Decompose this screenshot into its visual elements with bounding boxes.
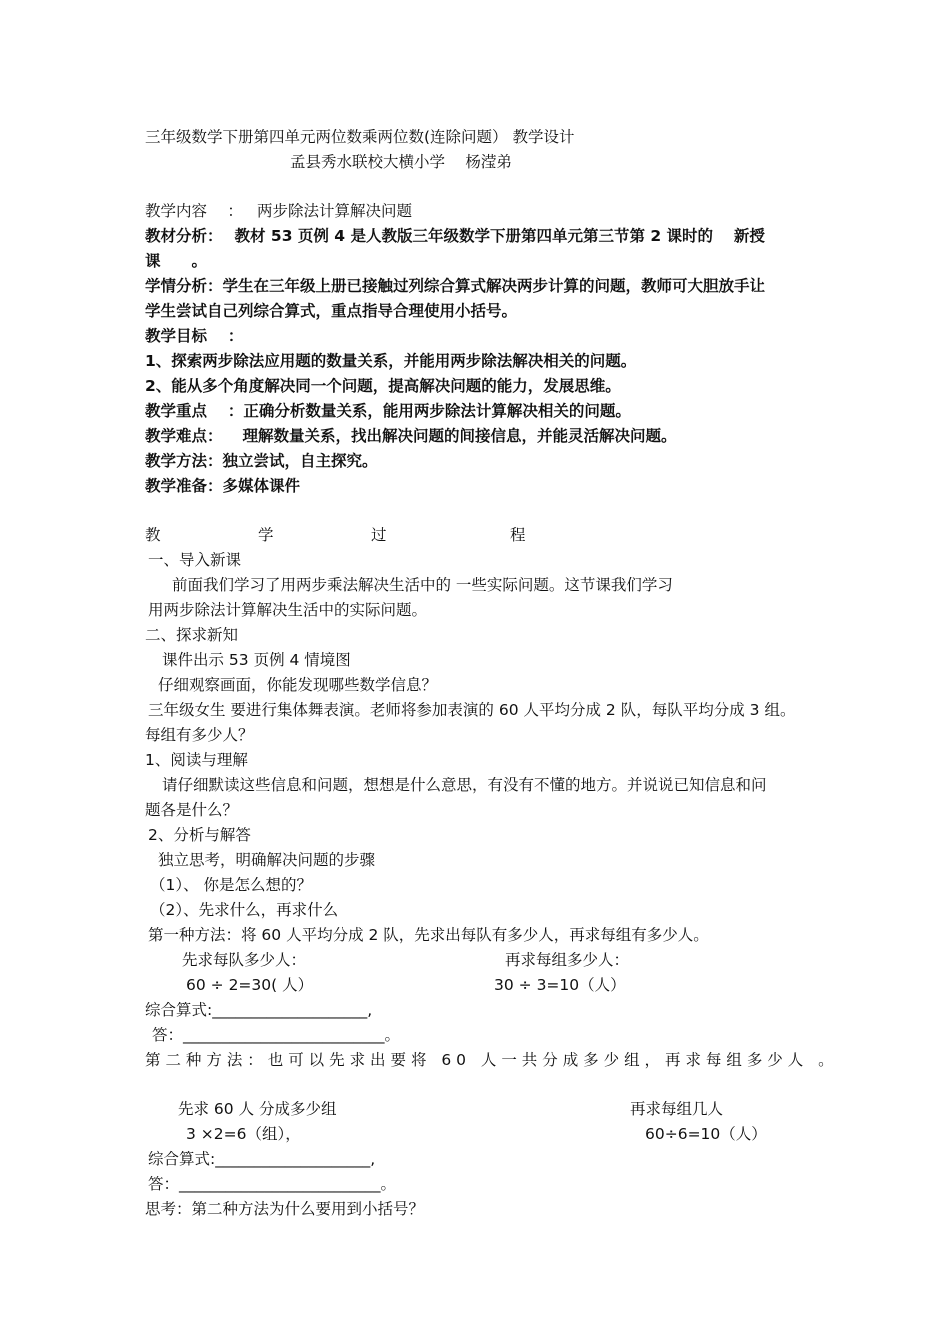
method-1-step-1-label: 先求每队多少人：	[182, 951, 307, 969]
method-1-formula-blank: 综合算式:____________________,	[145, 1001, 373, 1019]
method-1-step-1-calc: 60 ÷ 2=30( 人）	[186, 976, 314, 994]
content-text: 两步除法计算解决问题	[256, 202, 412, 220]
key-point-line	[145, 401, 631, 421]
goal-2: 2、能从多个角度解决同一个问题，提高解决问题的能力，发展思维。	[145, 377, 621, 395]
method-1-intro: 第一种方法：将 60 人平均分成 2 队，先求出每队有多少人，再求每组有多少人。	[148, 926, 709, 944]
difficulty-label: 教学难点：	[145, 427, 223, 445]
key-point-text: 正确分析数量关系，能用两步除法计算解决相关的问题。	[243, 402, 631, 420]
problem-line-2: 每组有多少人？	[145, 726, 254, 744]
method-2-answer-blank: 答：__________________________。	[148, 1175, 397, 1193]
problem-line-1: 三年级女生 要进行集体舞表演。老师将参加表演的 60 人平均分成 2 队，每队平均分成 3 组。	[148, 701, 796, 719]
process-heading-char-1: 教	[145, 526, 161, 544]
method-line: 教学方法：独立尝试，自主探究。	[145, 452, 378, 470]
goals-label: 教学目标 ：	[145, 327, 244, 345]
reading-paragraph-1: 请仔细默读这些信息和问题，想想是什么意思，有没有不懂的地方。并说说已知信息和问	[162, 776, 767, 794]
section-2-line-1: 课件出示 53 页例 4 情境图	[162, 651, 351, 669]
difficulty-text: 理解数量关系，找出解决问题的间接信息，并能灵活解决问题。	[242, 427, 677, 445]
analysis-step-line: 独立思考，明确解决问题的步骤	[158, 851, 376, 869]
document-title: 三年级数学下册第四单元两位数乘两位数(连除问题） 教学设计	[145, 128, 575, 146]
analysis-label: 教材分析：	[145, 227, 223, 245]
section-1-title: 一、导入新课	[148, 551, 242, 569]
learner-line-1: 学情分析：学生在三年级上册已接触过列综合算式解决两步计算的问题，教师可大胆放手让	[145, 277, 766, 295]
difficulty-line	[145, 426, 677, 446]
section-2-title: 二、探求新知	[145, 626, 239, 644]
question-2: （2）、先求什么，再求什么	[150, 901, 339, 919]
method-2-intro: 第二种方法：也可以先求出要将 60 人一共分成多少组，再求每组多少人 。	[145, 1051, 839, 1069]
learner-line-2: 学生尝试自己列综合算式，重点指导合理使用小括号。	[145, 302, 518, 320]
method-1-answer-blank: 答：__________________________。	[152, 1026, 401, 1044]
analysis-text: 教材 53 页例 4 是人教版三年级数学下册第四单元第三节第 2 课时的 新授	[234, 227, 765, 245]
analysis-title: 2、分析与解答	[148, 826, 251, 844]
section-1-paragraph-1: 前面我们学习了用两步乘法解决生活中的 一些实际问题。这节课我们学习	[172, 576, 673, 594]
reading-paragraph-2: 题各是什么？	[145, 801, 239, 819]
process-heading-char-2: 学	[258, 526, 274, 544]
method-1-step-2-label: 再求每组多少人：	[505, 951, 630, 969]
process-heading-char-3: 过	[371, 526, 387, 544]
author-line: 孟县秀水联校大横小学 杨滢弟	[290, 153, 512, 171]
goal-1: 1、探索两步除法应用题的数量关系，并能用两步除法解决相关的问题。	[145, 352, 637, 370]
prep-line: 教学准备：多媒体课件	[145, 477, 301, 495]
analysis-line	[145, 226, 765, 246]
method-2-formula-blank: 综合算式:____________________,	[148, 1150, 376, 1168]
process-heading-char-4: 程	[510, 526, 526, 544]
think-question: 思考：第二种方法为什么要用到小括号？	[145, 1200, 425, 1218]
method-2-step-1-label: 先求 60 人 分成多少组	[178, 1100, 337, 1118]
method-2-step-1-calc: 3 ×2=6（组），	[186, 1125, 301, 1143]
method-1-step-2-calc: 30 ÷ 3=10（人）	[494, 976, 626, 994]
section-1-paragraph-2: 用两步除法计算解决生活中的实际问题。	[148, 601, 428, 619]
section-2-line-2: 仔细观察画面，你能发现哪些数学信息？	[158, 676, 438, 694]
method-2-step-2-calc: 60÷6=10（人）	[645, 1125, 767, 1143]
analysis-line-2: 课 。	[145, 252, 208, 270]
key-point-label: 教学重点 ：	[145, 402, 244, 420]
content-label: 教学内容 ：	[145, 202, 243, 220]
method-2-step-2-label: 再求每组几人	[630, 1100, 724, 1118]
question-1: （1）、 你是怎么想的？	[150, 876, 313, 894]
content-line	[145, 201, 412, 221]
reading-title: 1、阅读与理解	[145, 751, 248, 769]
